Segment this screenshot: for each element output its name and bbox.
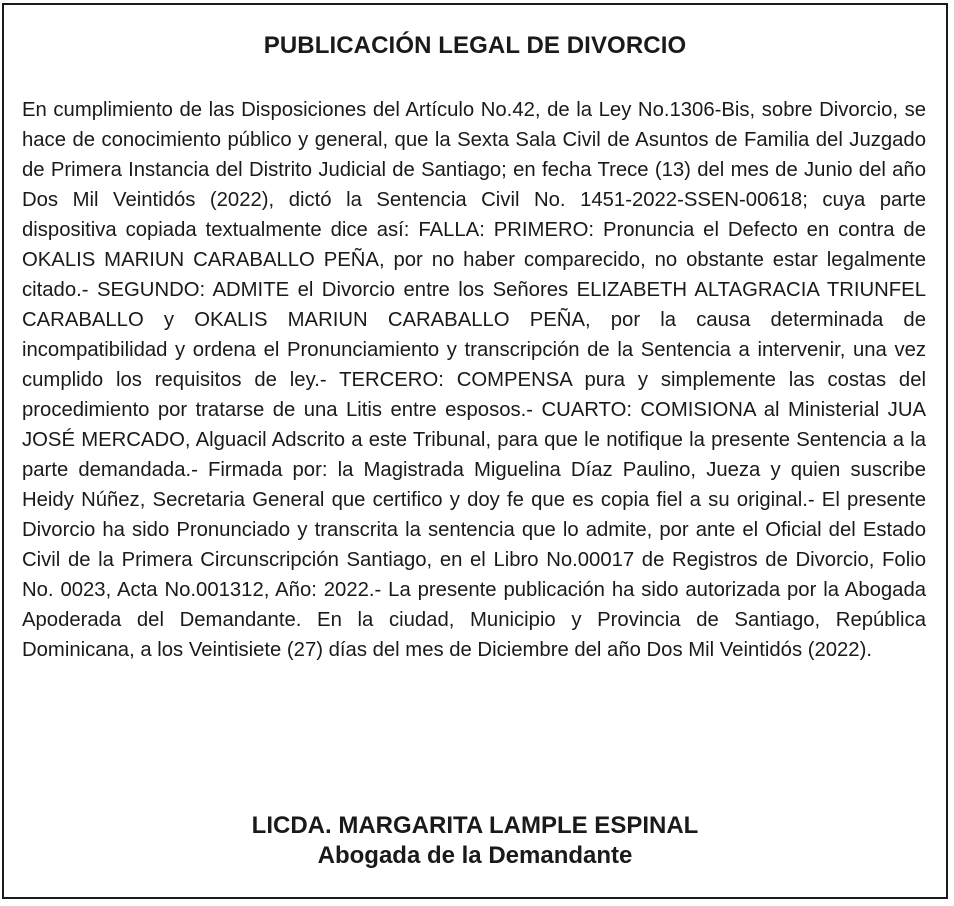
signature-block (4, 811, 946, 871)
signer-name: LICDA. MARGARITA LAMPLE ESPINAL (251, 812, 699, 839)
legal-notice-frame (2, 3, 948, 899)
signer-role: Abogada de la Demandante (317, 842, 633, 869)
notice-title: PUBLICACIÓN LEGAL DE DIVORCIO (263, 32, 687, 59)
notice-body: En cumplimiento de las Disposiciones del Artículo No.42, de la Ley No.1306-Bis, sobre Divorcio, se hace de conocimiento público y general, que la Sexta Sala Civil de Asuntos de Familia del Juzgado de Primera Instancia del Distrito Judicial de Santiago; en fecha Trece (13) del mes de Junio del año Dos Mil Veintidós (2022), dictó la Sentencia Civil No. 1451-2022-SSEN-00618; cuya parte dispositiva copiada textualmente dice así: FALLA: PRIMERO: Pronuncia el Defecto en contra de OKALIS MARIUN CARABALLO PEÑA, por no haber comparecido, no obstante estar legalmente citado.- SEGUNDO: ADMITE el Divorcio entre los Señores ELIZABETH ALTAGRACIA TRIUNFEL CARABALLO y OKALIS MARIUN CARABALLO PEÑA, por la causa determinada de incompatibilidad y ordena el Pronunciamiento y transcripción de la Sentencia a intervenir, una vez cumplido los requisitos de ley.- TERCERO: COMPENSA pura y simplemente las costas del procedimiento por tratarse de una Litis entre esposos.- CUARTO: COMISIONA al Ministerial JUA JOSÉ MERCADO, Alguacil Adscrito a este Tribunal, para que le notifique la presente Sentencia a la parte demandada.- Firmada por: la Magistrada Miguelina Díaz Paulino, Jueza y quien suscribe Heidy Núñez, Secretaria General que certifico y doy fe que es copia fiel a su original.- El presente Divorcio ha sido Pronunciado y transcrita la sentencia que lo admite, por ante el Oficial del Estado Civil de la Primera Circunscripción Santiago, en el Libro No.00017 de Registros de Divorcio, Folio No. 0023, Acta No.001312, Año: 2022.- La presente publicación ha sido autorizada por la Abogada Apoderada del Demandante. En la ciudad, Municipio y Provincia de Santiago, República Dominicana, a los Veintisiete (27) días del mes de Diciembre del año Dos Mil Veintidós (2022). (22, 99, 926, 661)
